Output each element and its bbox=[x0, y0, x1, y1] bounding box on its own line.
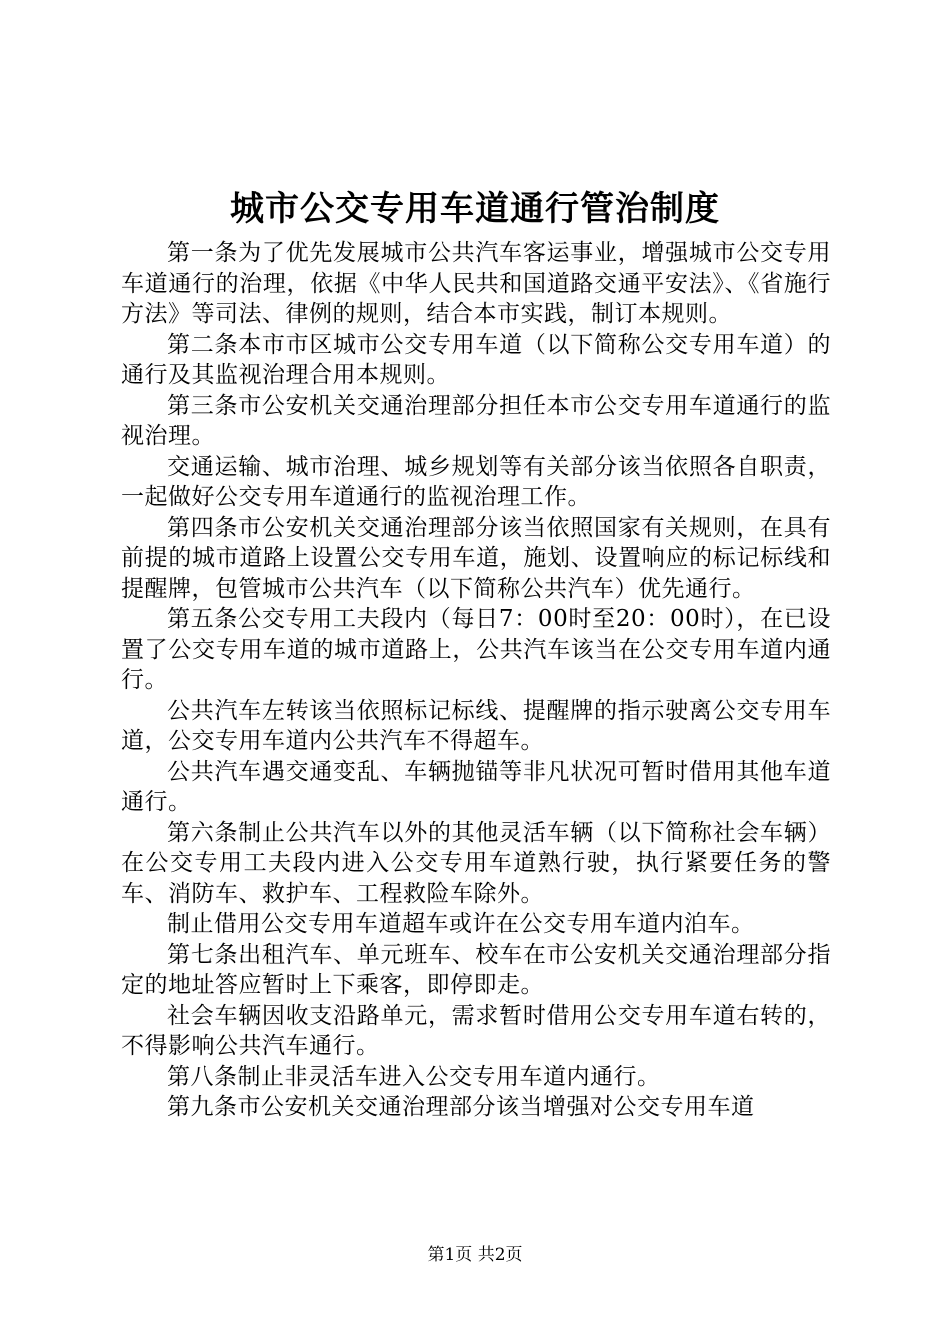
page-footer: 第1页 共2页 bbox=[427, 1245, 523, 1265]
document-title: 城市公交专用车道通行管治制度 bbox=[230, 189, 720, 229]
paragraph: 第六条制止公共汽车以外的其他灵活车辆（以下简称社会车辆）在公交专用工夫段内进入公交专用车道熟行驶，执行紧要任务的警车、消防车、救护车、工程救险车除外。 bbox=[121, 819, 831, 907]
paragraph: 公共汽车左转该当依照标记标线、提醒牌的指示驶离公交专用车道，公交专用车道内公共汽车不得超车。 bbox=[121, 697, 831, 754]
paragraph: 社会车辆因收支沿路单元，需求暂时借用公交专用车道右转的，不得影响公共汽车通行。 bbox=[121, 1002, 831, 1059]
paragraph: 第二条本市市区城市公交专用车道（以下简称公交专用车道）的通行及其监视治理合用本规则。 bbox=[121, 331, 831, 388]
paragraph: 第九条市公安机关交通治理部分该当增强对公交专用车道 bbox=[167, 1094, 755, 1120]
paragraph: 交通运输、城市治理、城乡规划等有关部分该当依照各自职责，一起做好公交专用车道通行的监视治理工作。 bbox=[121, 453, 831, 510]
paragraph: 第七条出租汽车、单元班车、校车在市公安机关交通治理部分指定的地址答应暂时上下乘客，即停即走。 bbox=[121, 941, 831, 998]
paragraph: 公共汽车遇交通变乱、车辆抛锚等非凡状况可暂时借用其他车道通行。 bbox=[121, 758, 831, 815]
paragraph: 第四条市公安机关交通治理部分该当依照国家有关规则，在具有前提的城市道路上设置公交专用车道，施划、设置响应的标记标线和提醒牌，包管城市公共汽车（以下简称公共汽车）优先通行。 bbox=[121, 514, 831, 602]
document-body bbox=[121, 238, 831, 1123]
paragraph: 第三条市公安机关交通治理部分担任本市公交专用车道通行的监视治理。 bbox=[121, 392, 831, 449]
paragraph: 第五条公交专用工夫段内（每日7：00时至20：00时），在已设置了公交专用车道的城市道路上，公共汽车该当在公交专用车道内通行。 bbox=[121, 606, 831, 693]
paragraph: 第八条制止非灵活车进入公交专用车道内通行。 bbox=[167, 1063, 661, 1090]
paragraph: 第一条为了优先发展城市公共汽车客运事业，增强城市公交专用车道通行的治理，依据《中华人民共和国道路交通平安法》、《省施行方法》等司法、律例的规则，结合本市实践，制订本规则。 bbox=[121, 240, 831, 327]
paragraph: 制止借用公交专用车道超车或许在公交专用车道内泊车。 bbox=[167, 911, 755, 937]
